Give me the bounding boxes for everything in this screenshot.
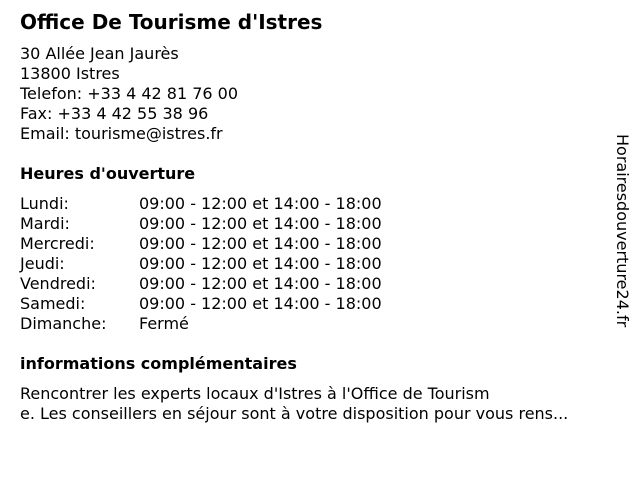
hours-value: 09:00 - 12:00 et 14:00 - 18:00 — [139, 214, 382, 233]
fax-number: Fax: +33 4 42 55 38 96 — [20, 104, 209, 123]
additional-info-heading: informations complémentaires — [20, 354, 297, 373]
email-address: Email: tourisme@istres.fr — [20, 124, 223, 143]
street-address: 30 Allée Jean Jaurès — [20, 44, 179, 63]
hours-value: Fermé — [139, 314, 189, 333]
info-line: Rencontrer les experts locaux d'Istres à l'Office de Tourism — [20, 384, 490, 403]
day-label: Dimanche: — [20, 314, 107, 333]
info-line: e. Les conseillers en séjour sont à votre disposition pour vous rens... — [20, 404, 569, 423]
additional-info-text — [20, 384, 625, 424]
phone-number: Telefon: +33 4 42 81 76 00 — [20, 84, 239, 103]
day-label: Jeudi: — [20, 254, 65, 273]
day-label: Samedi: — [20, 294, 86, 313]
day-label: Mardi: — [20, 214, 70, 233]
hours-value: 09:00 - 12:00 et 14:00 - 18:00 — [139, 234, 382, 253]
hours-value: 09:00 - 12:00 et 14:00 - 18:00 — [139, 294, 382, 313]
hours-value: 09:00 - 12:00 et 14:00 - 18:00 — [139, 254, 382, 273]
opening-hours-heading: Heures d'ouverture — [20, 164, 196, 183]
city-address: 13800 Istres — [20, 64, 120, 83]
hours-value: 09:00 - 12:00 et 14:00 - 18:00 — [139, 194, 382, 213]
address-block — [20, 44, 238, 144]
day-label: Vendredi: — [20, 274, 96, 293]
hours-value: 09:00 - 12:00 et 14:00 - 18:00 — [139, 274, 382, 293]
page-title: Office De Tourisme d'Istres — [20, 10, 323, 34]
day-label: Lundi: — [20, 194, 69, 213]
day-label: Mercredi: — [20, 234, 95, 253]
site-watermark: Horairesdouverture24.fr — [613, 134, 632, 328]
